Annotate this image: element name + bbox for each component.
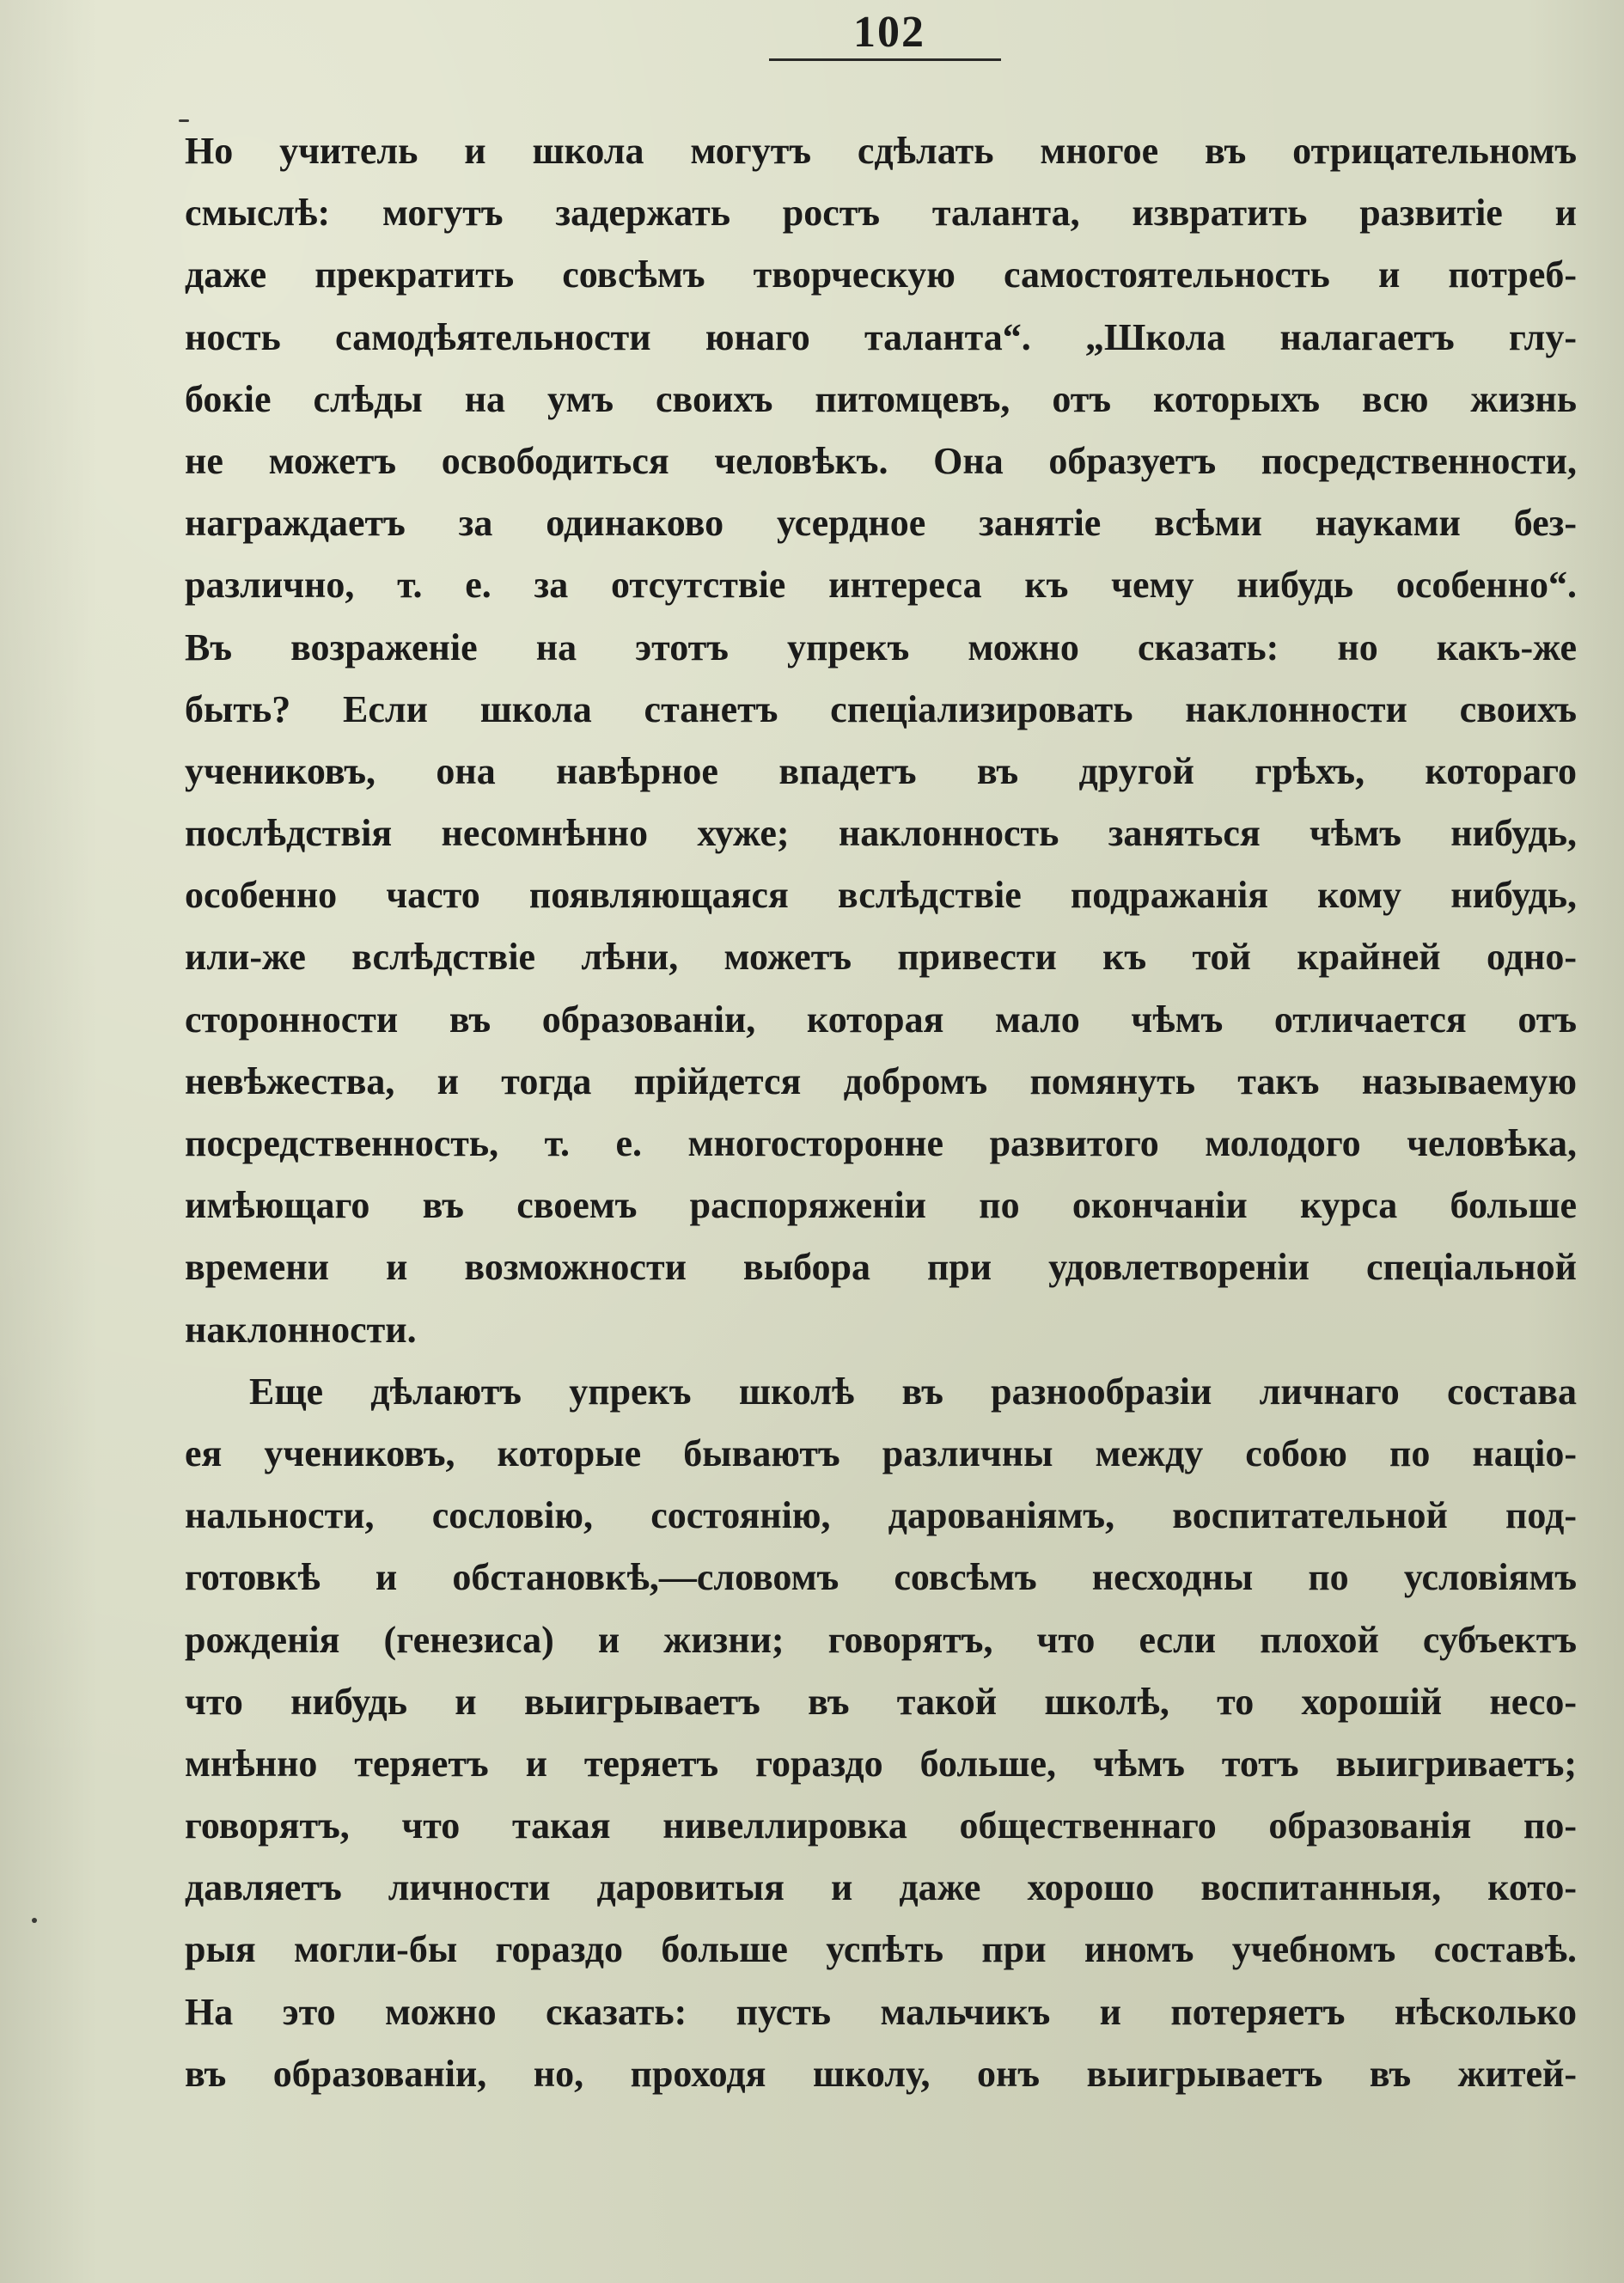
text-line: имѣющаго въ своемъ распоряженіи по окончаніи курса больше (185, 1184, 1577, 1227)
text-line: различно, т. е. за отсутствіе интереса къ чему нибудь особенно“. (185, 564, 1577, 607)
text-line: мнѣнно теряетъ и теряетъ гораздо больше, чѣмъ тотъ выигриваетъ; (185, 1742, 1577, 1785)
text-line: ея учениковъ, которые бываютъ различны между собою по націо- (185, 1431, 1577, 1474)
text-line: времени и возможности выбора при удовлетвореніи спеціальной (185, 1246, 1577, 1289)
text-line: что нибудь и выигрываетъ въ такой школѣ, то хорошій несо- (185, 1680, 1577, 1723)
text-line: награждаетъ за одинаково усердное занятіе всѣми науками без- (185, 502, 1577, 545)
text-line: смыслѣ: могутъ задержать ростъ таланта, извратить развитіе и (185, 192, 1577, 235)
text-line: На это можно сказать: пусть мальчикъ и потеряетъ нѣсколько (185, 1990, 1577, 2033)
header-rule (769, 58, 1001, 61)
text-line: нальности, сословію, состоянію, дарованіямъ, воспитательной под- (185, 1494, 1577, 1537)
text-line: послѣдствія несомнѣнно хуже; наклонность заняться чѣмъ нибудь, (185, 812, 1577, 855)
text-line: Еще дѣлаютъ упрекъ школѣ въ разнообразіи личнаго состава (249, 1370, 1577, 1413)
text-line: быть? Если школа станетъ спеціализировать наклонности своихъ (185, 687, 1577, 730)
text-line: въ образованіи, но, проходя школу, онъ выигрываетъ въ житей- (185, 2052, 1577, 2095)
body-text (185, 120, 1577, 2105)
text-line: рожденія (генезиса) и жизни; говорятъ, что если плохой субъектъ (185, 1618, 1577, 1661)
paragraph-1 (185, 120, 1577, 1361)
text-line: особенно часто появляющаяся вслѣдствіе подражанія кому нибудь, (185, 874, 1577, 917)
text-line: учениковъ, она навѣрное впадетъ въ другой грѣхъ, котораго (185, 749, 1577, 792)
text-line: не можетъ освободиться человѣкъ. Она образуетъ посредственности, (185, 439, 1577, 482)
text-line: ность самодѣятельности юнаго таланта“. „Школа налагаетъ глу- (185, 315, 1577, 358)
ink-mark (32, 1918, 37, 1923)
text-line: сторонности въ образованіи, которая мало чѣмъ отличается отъ (185, 998, 1577, 1041)
page-number: 102 (853, 8, 925, 57)
text-line: говорятъ, что такая нивеллировка общественнаго образованія по- (185, 1804, 1577, 1847)
text-line: наклонности. (185, 1308, 417, 1351)
text-line: или-же вслѣдствіе лѣни, можетъ привести къ той крайней одно- (185, 936, 1577, 979)
paragraph-2 (185, 1361, 1577, 2105)
text-line: невѣжества, и тогда прійдется добромъ помянуть такъ называемую (185, 1059, 1577, 1102)
text-line: посредственность, т. е. многосторонне развитого молодого человѣка, (185, 1122, 1577, 1164)
text-line: готовкѣ и обстановкѣ,—словомъ совсѣмъ несходны по условіямъ (185, 1556, 1577, 1599)
text-line: Но учитель и школа могутъ сдѣлать многое въ отрицательномъ (185, 130, 1577, 172)
text-line: даже прекратить совсѣмъ творческую самостоятельность и потреб- (185, 253, 1577, 296)
text-line: давляетъ личности даровитыя и даже хорошо воспитанныя, кото- (185, 1866, 1577, 1909)
text-line: Въ возраженіе на этотъ упрекъ можно сказать: но какъ-же (185, 626, 1577, 668)
text-line: рыя могли-бы гораздо больше успѣть при иномъ учебномъ составѣ. (185, 1928, 1577, 1971)
text-line: бокіе слѣды на умъ своихъ питомцевъ, отъ которыхъ всю жизнь (185, 377, 1577, 420)
